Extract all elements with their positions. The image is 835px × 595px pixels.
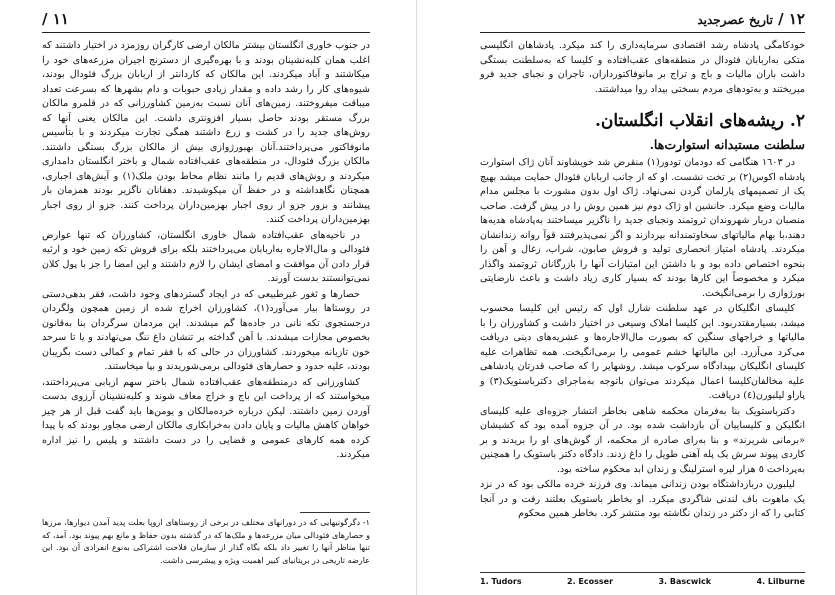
- right-page-number: ١٢: [788, 10, 805, 28]
- chapter-heading: ٢. ریشه‌های انقلاب انگلستان.: [594, 111, 805, 131]
- footnote-3: 3. Bascwick: [658, 577, 712, 586]
- left-header-rule: [42, 32, 370, 33]
- left-page-number: ١١: [52, 10, 69, 28]
- footnote-2: 2. Ecosser: [567, 577, 614, 586]
- footnote-1: 1. Tudors: [480, 577, 522, 586]
- left-paragraph-1: در جنوب خاوری انگلستان بیشتر مالکان ارضی کارگران روزمزد در اختیار داشتند که اغلب همان کلبه‌نشینان بودند و با بهره‌گیری از دسترنج اجیران مزرعه‌های خود را میکاشتند و آباد میکردند. این مالکان که کاردانتر از اربابان بزرگ فئودال بودند، شیوه‌های کار را رشد داده و مقدار زیادی حبوبات و دام بشهرها که بسرعت تعداد میباقت میفروختند. زمین‌های آنان نسبت به‌زمین کشاورزانی که در قلمرو مالکان بزرگ مستقر بودند حاصل بسیار افزونتری داشت. این مالکان یعنی آنها که روش‌های جدید را در کشت و زرع داشتند همگی تجارت میکردند و با بتأسیس مانوفاکتور می‌پرداختند.آنان بهبورژوازی بیش از مالکان بزرگ بستگی داشتند. مالکان بزرگ فئودال، در منطقه‌های عقب‌افتاده شمال و باختر انگلستان دامداری میکردند و روش‌های قدیم را مانند نظام محاط بودن ملک(١) و آیش‌های اجباری، همچنان نگاهداشته و در حفظ آن میکوشیدند. دهقانان ناگزیر بودند همزمان بار پیشانند و بزور جزو از روی اجبار بهزمین‌داران پرداخت کنند. جزو از روی اجبار بهزمین‌داران پرداخت کنند.: [42, 40, 370, 225]
- left-page: [0, 0, 417, 595]
- left-footnote: ١- دگرگونیهایی که در دورانهای مختلف در برخی از روستاهای اروپا بعلت پدید آمدن دیوارها، مرزها و حصارهای فئودالی میان مزرعه‌ها و ملک‌ها که در گذشته بدون حفاظ و مانع بهم پیوند بود. آمد، که تنها مناظر آنها را تغییر داد بلکه بگاه گذار از سازمان فلاحت اشتراکی به‌نوع انفرادی آن بود. این عارضه تاریخی در بریتانیای کبیر اهمیت ویژه و پیشرسی داشت.: [42, 517, 370, 565]
- right-intro-paragraph: خودکامگی پادشاه رشد اقتصادی سرمایه‌داری را کند میکرد. پادشاهان انگلیسی متکی به‌اربابان فئودال در منطقه‌های عقب‌افتاده و کلیسا که به‌سلطنت بستگی داشت باران مالیات و باج و تراج بر مانوفاکتورداران، تاجران و نجبای جدید فرو میریختند و به‌تودهای مردم بسختی بیداد روا میداشتند.: [480, 40, 805, 95]
- left-footnote-area: [42, 512, 370, 566]
- right-page-header: ١٢ / تاریخ عصرجدید: [697, 10, 805, 28]
- section-heading: سلطنت مستبدانه استوارت‌ها.: [649, 137, 805, 152]
- right-paragraph-4: لیلبورن دربازداشتگاه بودن زندانی میماند. وی فرزند خرده مالکی بود که در نزد یک ماهوت باف لندنی شاگردی میکرد. او بخاطر باستویک بعلتند رفت و در آنجا کتابی را که از دکتر در زندان نگاشته بود منتشر کرد. بخاطر همین محکوم: [480, 479, 805, 519]
- right-paragraph-1: در ١٦٠٣ هنگامی که دودمان تودور(١) منقرض شد خویشاوند آنان ژاک استوارت پادشاه اکوس(٢) بر تخت نشست. او که از جانب اربابان فئودال حمایت میشد بهیچ یک از تصمیمهای پارلمان گردن نمی‌نهاد. ژاک اول بدون مشورت با مجلس مدام مالیات وضع میکرد. جانشین او ژاک دوم نیز همین روش را در پیش گرفت. صاحب منصبان دربار شهروندان ثروتمند ونجبای جدید را ناگزیر میساختند به‌پادشاه هدیه‌ها دهند،با بهام مالیاتهای سخاوتمندانه بپردازند و اگر نمی‌پذیرفتند قوآ روانه زندانشان میکردند. پادشاه امتیاز انحصاری تولید و فروش صابون، شراب، زغال و آهن را بنحوه اختصاص داده بود و با داشتن این امتیازات آنها را بازرگانان ثروتمند واگذار میکرد و مخصوصاً این کارها بودند که بسیار کاری زیاد داشت و باعث نارضایتی بورژوازی را برمی‌انگیخت.: [480, 157, 805, 299]
- left-paragraph-4: کشاورزانی که درمنطقه‌های عقب‌افتاده شمال باختر سهم اربابی می‌پرداختند، میخواستند که از پرداخت این باج و خراج معاف شوند و کلبه‌نشینان آرزوی بدست آوردن زمین داشتند. لیکن درباره خرده‌مالکان و یومن‌ها باید گفت قبل از هر چیز خواهان کاهش مالیات و پایان دادن به‌خرابکاری مالکان ارضی مجاور بودند که با پیدا کرده همه کارهای عمومی و قضایی را در دست داشتند و پلیس را نیز اداره میکردند.: [42, 376, 370, 460]
- right-paragraph-3: دکترباستویک بنا به‌فرمان محکمه شاهی بخاطر انتشار جزوه‌ای علیه کلیسای انگلیکن و کلیساییان آن بازداشت شده بود. در آن جزوه آمده بود که کشیشان «برمانی شریرند» و بنا به‌رای صادره از محکمه، از گوش‌های او را بریدند و بر کاردی پیوند سرش یک پله آهنی طویل را داغ زدند. دادگاه دکتر باستوبک را همچنین به‌پرداخت ٥ هزار لیره استرلینگ و زندان ابد محکوم ساخته بود.: [480, 405, 805, 475]
- footnote-4: 4. Lilburne: [756, 577, 805, 586]
- footnote-rule: [300, 512, 370, 513]
- left-page-header: ١١ /: [42, 10, 69, 28]
- right-page: [418, 0, 835, 595]
- left-paragraph-2: در ناحیه‌های عقب‌افتاده شمال خاوری انگلستان، کشاورزان که تنها عوارض فئودالی و مال‌الاجاره به‌اربابان می‌پرداختند بلکه برای فروش تکه زمین خود و ارثیه قرار دادن آن موافقت و امضای ایشان را لازم داشتند و این امضا را جز با پول کلان نمی‌توانستند بدست آورند.: [42, 229, 370, 284]
- latin-footnotes: [480, 572, 805, 586]
- right-paragraph-2: کلیسای انگلیکان در عهد سلطنت شارل اول که رئیس این کلیسا محسوب میشد، بسیارمقتدربود. این کلیسا املاک وسیعی در اختیار داشت و کشاورزان را با مالیاتها و خراجهای سنگین که بصورت مال‌الاجاره‌ها و عشریه‌های دینی دریافت می‌کرد می‌آزرد. این مالیاتها خشم عمومی را برمی‌انگیخت. همه تظاهرات علیه کلیسای انگلیکان بپیدادگاه سرکوب میشد. روشهایر را که صاحب قدرتان پادشاهی علیه مخالفان‌کلیسا اعمال میکردند می‌توان باتوجه به‌ماجرای دکترباستویک(٣) و پاراو لیلبورن(٤) دریافت.: [480, 303, 805, 401]
- running-title: تاریخ عصرجدید: [697, 13, 773, 27]
- right-header-rule: [480, 32, 805, 33]
- left-paragraph-3: حصارها و ثغور غیرطبیعی که در ایجاد گستردهای وجود داشت، فقر بدهی‌دستی در روستاها بیار می‌آورد(١)، کشاورزان اخراج شده از زمین همچون ولگردان درجستجوی تکه نانی در جاده‌ها گم میشدند. این مردمان سرگردان بنا به‌قانون بخصوص مجازات میشدند. با آهن گداخته بر تنشان داغ ننگ می‌نهادند و یا تا سرحد خون تازیانه میخوردند. کشاورزان در حالی که با فقر تمام و کمالی دست بگریبان بودند، علیه حدود و حصارهای فئودالی برمی‌شوریدند و بپا میخاستند.: [42, 288, 370, 372]
